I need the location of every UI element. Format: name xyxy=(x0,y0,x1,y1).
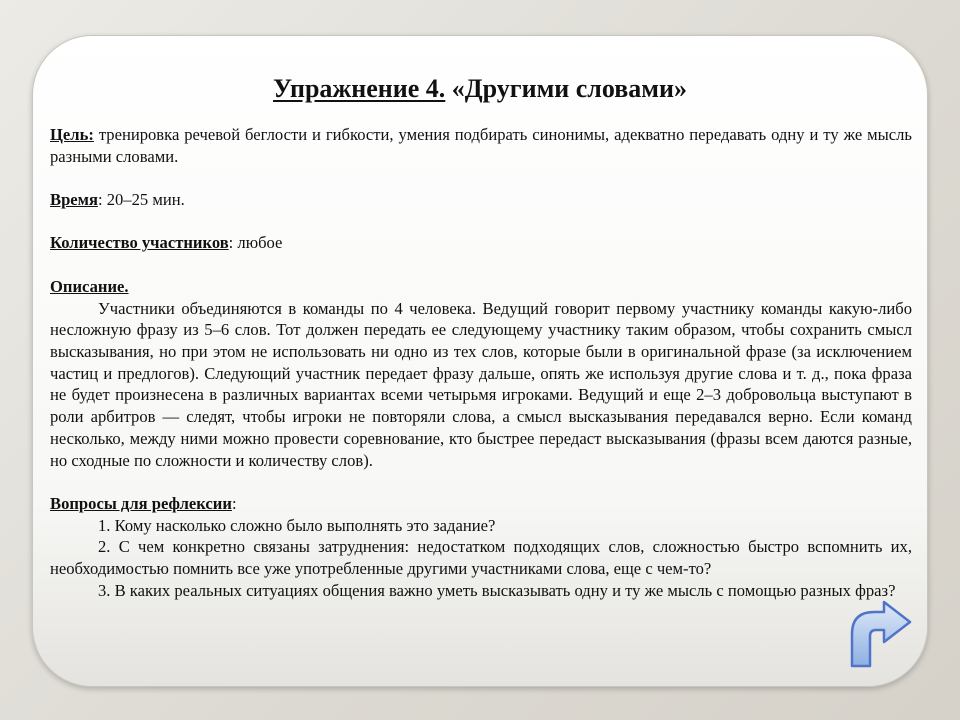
time-paragraph xyxy=(50,189,912,211)
page-title xyxy=(0,74,960,104)
goal-text: тренировка речевой беглости и гибкости, умения подбирать синонимы, адекватно передавать одну и ту же мысль разными словами. xyxy=(50,125,912,166)
reflection-question-3: 3. В каких реальных ситуациях общения важно уметь высказывать одну и ту же мысль с помощью разных фраз? xyxy=(98,580,896,600)
goal-label: Цель: xyxy=(50,125,94,144)
exercise-content xyxy=(50,124,912,601)
description-heading xyxy=(50,276,912,298)
participants-label: Количество участников xyxy=(50,233,229,253)
goal-paragraph xyxy=(50,124,912,167)
time-text: : 20–25 мин. xyxy=(97,190,185,210)
reflection-label: Вопросы для рефлексии xyxy=(50,493,232,513)
reflection-colon: : xyxy=(231,493,237,513)
participants-paragraph xyxy=(50,232,912,254)
participants-text: : любое xyxy=(228,233,283,253)
reflection-heading xyxy=(50,493,912,515)
reflection-question-2: 2. С чем конкретно связаны затруднения: недостатком подходящих слов, сложностью быстро вспомнить их, необходимостью помнить все уже употребленные другими участниками слова, еще с чем-то? xyxy=(50,537,912,578)
description-label: Описание. xyxy=(50,276,129,296)
exercise-number: Упражнение 4. xyxy=(273,74,446,103)
exercise-name: «Другими словами» xyxy=(445,74,687,103)
description-text: Участники объединяются в команды по 4 человека. Ведущий говорит первому участнику команды какую-либо несложную фразу из 5–6 слов. Тот должен передать ее следующему участнику таким образом, чтобы сохранить смысл высказывания, но при этом не использовать ни одно из тех слов, которые были в оригинальной фразе (за исключением частиц и предлогов). Следующий участник передает фразу дальше, опять же используя другие слова и т. д., пока фраза не будет произнесена в различных вариантах всеми четырьмя игроками. Ведущий и еще 2–3 добровольца выступают в роли арбитров — следят, чтобы игроки не повторяли слова, а смысл высказывания передавался верно. Если команд несколько, между ними можно провести соревнование, кто быстрее передаст высказывания (фразы всем даются разные, но сходные по сложности и количеству слов). xyxy=(50,298,912,470)
return-arrow-icon[interactable] xyxy=(840,600,914,670)
time-label: Время xyxy=(50,190,98,210)
reflection-question-1: 1. Кому насколько сложно было выполнять это задание? xyxy=(98,515,496,535)
